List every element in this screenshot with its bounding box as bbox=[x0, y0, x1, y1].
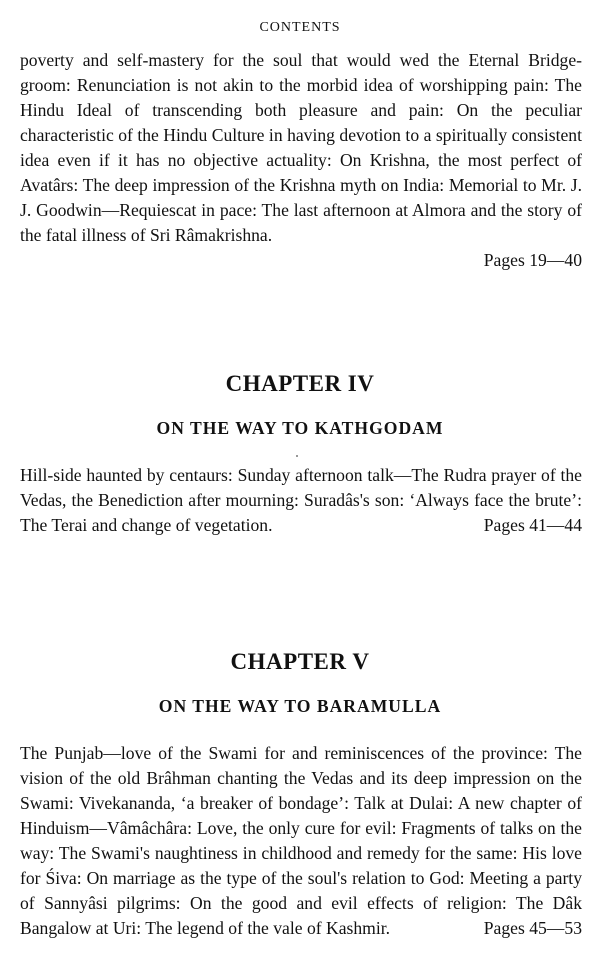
page-range: Pages 41—44 bbox=[483, 515, 582, 535]
summary-text: poverty and self-mastery for the soul that would wed the Eternal Bridge-groom: Renunciation is not akin to the morbid idea of worshipping pain: The Hindu Ideal of transcending both pleasure and pain: On the peculiar characteristic of the Hindu Culture in having devotion to a spiritually consistent idea even if it has no objective actuality: On Krishna, the most perfect of Avatârs: The deep impression of the Krishna myth on India: Memorial to Mr. J. J. Goodwin—Requiescat in pace: The last afternoon at Almora and the story of the fatal illness of Sri Râmakrishna. bbox=[20, 50, 582, 245]
chapter-title: ON THE WAY TO KATHGODAM bbox=[156, 418, 444, 438]
summary-text: The Punjab—love of the Swami for and reminiscences of the province: The vision of the old Brâhman chanting the Vedas and its deep impression on the Swami: Vivekananda, ‘a breaker of bondage’: Talk at Dulai: A new chapter of Hinduism—Vâmâchâra: Love, the only cure for evil: Fragments of talks on the way: The Swami's naughtiness in childhood and remedy for the same: His love for Śiva: On marriage as the type of the soul's relation to God: Meeting a party of Sannyâsi pilgrims: On the good and evil effects of religion: The Dâk Bangalow at Uri: The legend of the vale of Kashmir. bbox=[20, 743, 582, 938]
chapter-iii-summary-continued bbox=[20, 48, 582, 273]
print-speck bbox=[296, 455, 298, 457]
chapter-title: ON THE WAY TO BARAMULLA bbox=[158, 696, 442, 716]
page-range: Pages 19—40 bbox=[483, 250, 582, 270]
chapter-summary bbox=[20, 463, 582, 538]
chapter-summary bbox=[20, 741, 582, 941]
summary-text: Hill-side haunted by centaurs: Sunday afternoon talk—The Rudra prayer of the Vedas, the Benediction after mourning: Suradâs's son: ‘Always face the brute’: The Terai and change of vegetation. bbox=[20, 465, 582, 535]
page-range: Pages 45—53 bbox=[483, 918, 582, 938]
chapter-heading: CHAPTER IV bbox=[225, 371, 375, 396]
chapter-heading: CHAPTER V bbox=[230, 649, 370, 674]
running-head: CONTENTS bbox=[259, 20, 341, 35]
